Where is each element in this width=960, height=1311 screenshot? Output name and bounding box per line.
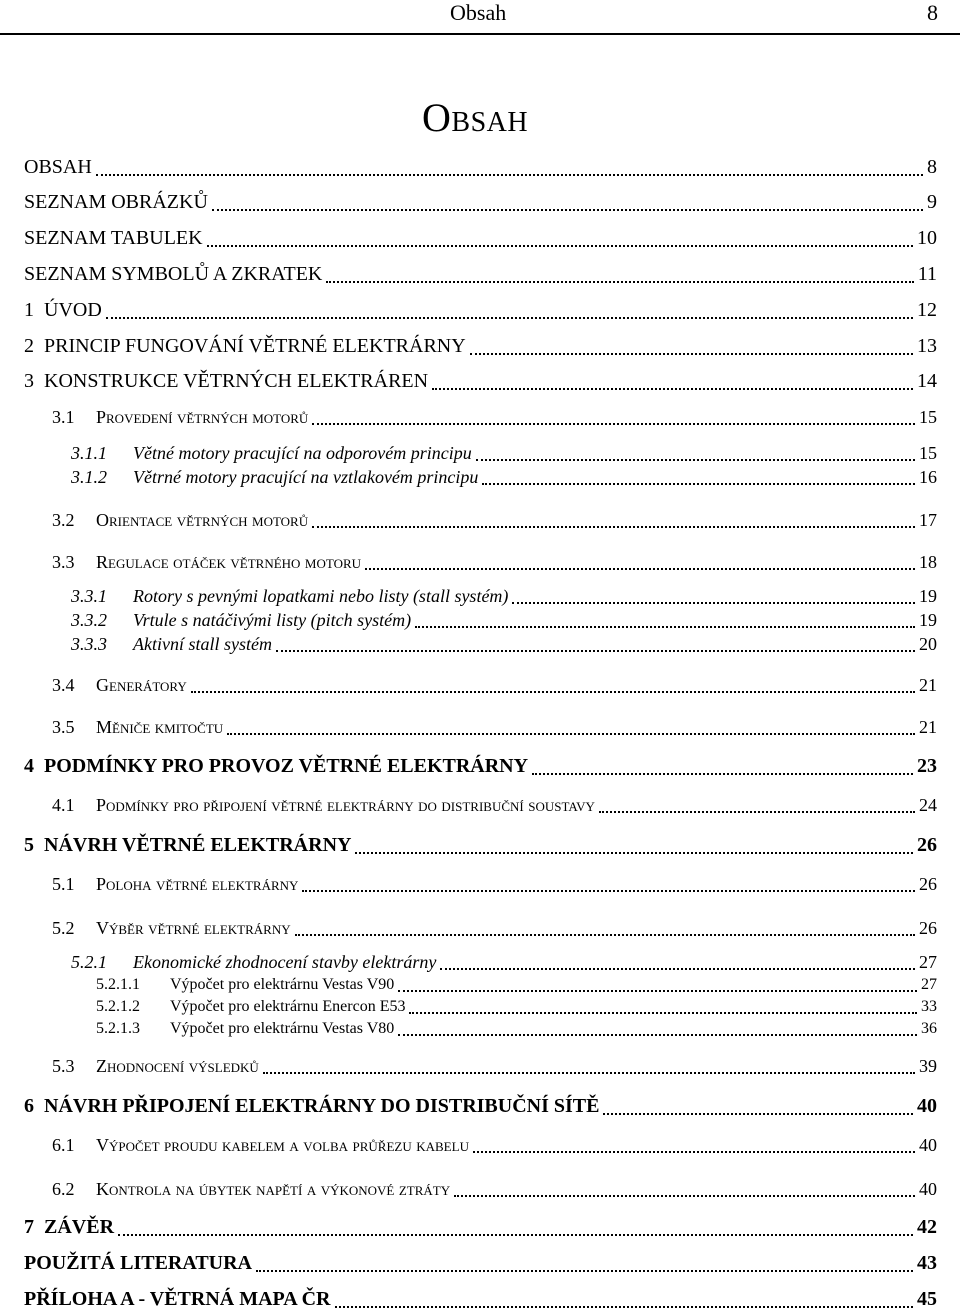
toc-number: 5.2.1.2 — [96, 998, 140, 1015]
toc-entry[interactable] — [0, 262, 960, 286]
toc-entry[interactable] — [0, 1094, 960, 1118]
toc-entry[interactable] — [0, 754, 960, 778]
toc-title: ÚVOD — [44, 299, 102, 321]
toc-entry[interactable] — [0, 917, 960, 939]
toc-number: 1 — [24, 299, 34, 321]
toc-dot-leader — [432, 388, 913, 390]
toc-entry[interactable] — [0, 1215, 960, 1239]
toc-title: Měniče kmitočtu — [96, 717, 224, 737]
toc-number: 6.1 — [52, 1135, 75, 1155]
toc-number: 6.2 — [52, 1179, 75, 1199]
toc-page-number: 16 — [919, 467, 937, 487]
toc-dot-leader — [415, 626, 915, 628]
toc-page-number: 40 — [919, 1135, 937, 1155]
toc-title: Poloha větrné elektrárny — [96, 874, 299, 894]
toc-number: 5.2 — [52, 918, 75, 938]
toc-page-number: 12 — [917, 299, 937, 321]
toc-page-number: 40 — [919, 1179, 937, 1199]
toc-number: 7 — [24, 1216, 34, 1238]
toc-title: Rotory s pevnými lopatkami nebo listy (stall systém) — [133, 586, 509, 606]
toc-number: 3.3 — [52, 552, 75, 572]
toc-dot-leader — [409, 1012, 917, 1014]
toc-dot-leader — [207, 245, 913, 247]
toc-entry[interactable] — [0, 155, 960, 179]
toc-dot-leader — [118, 1234, 913, 1236]
running-header-title: Obsah — [450, 0, 507, 25]
page-title: Obsah — [422, 95, 529, 140]
toc-title: Vrtule s natáčivými listy (pitch systém) — [133, 610, 412, 630]
toc-entry[interactable] — [0, 442, 960, 464]
toc-entry[interactable] — [0, 951, 960, 973]
toc-dot-leader — [398, 990, 917, 992]
toc-dot-leader — [365, 568, 915, 570]
toc-number: 3.3.1 — [71, 586, 107, 606]
toc-entry[interactable] — [0, 334, 960, 358]
toc-title: NÁVRH VĚTRNÉ ELEKTRÁRNY — [44, 834, 352, 856]
toc-number: 3.3.3 — [71, 634, 107, 654]
toc-title: Generátory — [96, 675, 187, 695]
toc-title: SEZNAM OBRÁZKŮ — [24, 191, 208, 213]
running-header-page-number: 8 — [927, 0, 938, 25]
toc-title: ZÁVĚR — [44, 1216, 115, 1238]
toc-page-number: 8 — [927, 156, 937, 178]
toc-page-number: 27 — [919, 952, 937, 972]
toc-page-number: 10 — [917, 227, 937, 249]
toc-entry[interactable] — [0, 716, 960, 738]
toc-title: Podmínky pro připojení větrné elektrárny do distribuční soustavy — [96, 795, 595, 815]
toc-entry[interactable] — [0, 975, 960, 995]
toc-number: 4 — [24, 755, 34, 777]
toc-dot-leader — [263, 1072, 915, 1074]
toc-page-number: 33 — [921, 998, 937, 1015]
toc-number: 3 — [24, 370, 34, 392]
toc-entry[interactable] — [0, 997, 960, 1017]
toc-page-number: 43 — [917, 1252, 937, 1274]
toc-title: PŘÍLOHA A - VĚTRNÁ MAPA ČR — [24, 1288, 331, 1310]
toc-number: 5.3 — [52, 1056, 75, 1076]
toc-title: Výběr větrné elektrárny — [96, 918, 291, 938]
toc-entry[interactable] — [0, 298, 960, 322]
toc-title: POUŽITÁ LITERATURA — [24, 1252, 252, 1274]
toc-title: Kontrola na úbytek napětí a výkonové ztráty — [96, 1179, 451, 1199]
toc-entry[interactable] — [0, 1251, 960, 1275]
toc-title: Větné motory pracující na odporovém principu — [133, 443, 472, 463]
toc-number: 3.5 — [52, 717, 75, 737]
toc-page-number: 19 — [919, 610, 937, 630]
toc-dot-leader — [532, 773, 913, 775]
toc-entry[interactable] — [0, 833, 960, 857]
toc-number: 2 — [24, 335, 34, 357]
toc-dot-leader — [302, 890, 915, 892]
toc-title: SEZNAM TABULEK — [24, 227, 203, 249]
toc-dot-leader — [295, 934, 915, 936]
toc-entry[interactable] — [0, 226, 960, 250]
toc-title: Regulace otáček větrného motoru — [96, 552, 362, 572]
toc-page-number: 14 — [917, 370, 937, 392]
toc-page-number: 40 — [917, 1095, 937, 1117]
toc-dot-leader — [473, 1151, 915, 1153]
toc-page-number: 13 — [917, 335, 937, 357]
toc-number: 5 — [24, 834, 34, 856]
toc-entry[interactable] — [0, 674, 960, 696]
toc-dot-leader — [106, 317, 913, 319]
toc-title: Zhodnocení výsledků — [96, 1056, 259, 1076]
toc-page-number: 42 — [917, 1216, 937, 1238]
toc-page-number: 39 — [919, 1056, 937, 1076]
toc-number: 5.2.1 — [71, 952, 107, 972]
toc-title: Orientace větrných motorů — [96, 510, 309, 530]
toc-number: 3.2 — [52, 510, 75, 530]
toc-dot-leader — [470, 353, 913, 355]
toc-dot-leader — [276, 650, 915, 652]
toc-title: Výpočet pro elektrárnu Vestas V80 — [170, 1020, 395, 1037]
toc-dot-leader — [355, 852, 913, 854]
toc-dot-leader — [398, 1034, 917, 1036]
toc-page-number: 11 — [917, 263, 937, 285]
toc-page-number: 26 — [919, 918, 937, 938]
toc-title: Ekonomické zhodnocení stavby elektrárny — [133, 952, 437, 972]
toc-entry[interactable] — [0, 509, 960, 531]
toc-title: Výpočet pro elektrárnu Enercon E53 — [170, 998, 406, 1015]
toc-title: Provedení větrných motorů — [96, 407, 309, 427]
toc-page-number: 26 — [919, 874, 937, 894]
toc-entry[interactable] — [0, 609, 960, 631]
toc-page-number: 23 — [917, 755, 937, 777]
toc-number: 3.4 — [52, 675, 75, 695]
toc-page-number: 21 — [919, 675, 937, 695]
toc-page-number: 15 — [919, 443, 937, 463]
toc-entry[interactable] — [0, 585, 960, 607]
toc-dot-leader — [212, 209, 923, 211]
toc-title: KONSTRUKCE VĚTRNÝCH ELEKTRÁREN — [44, 370, 429, 392]
toc-page-number: 19 — [919, 586, 937, 606]
toc-entry[interactable] — [0, 1178, 960, 1200]
toc-entry[interactable] — [0, 873, 960, 895]
toc-entry[interactable] — [0, 551, 960, 573]
toc-page-number: 27 — [921, 976, 937, 993]
toc-dot-leader — [440, 968, 915, 970]
toc-dot-leader — [312, 526, 915, 528]
toc-page-number: 18 — [919, 552, 937, 572]
toc-dot-leader — [476, 459, 915, 461]
toc-entry[interactable] — [0, 190, 960, 214]
toc-entry[interactable] — [0, 1134, 960, 1156]
toc-page-number: 15 — [919, 407, 937, 427]
toc-title: Aktivní stall systém — [133, 634, 272, 654]
toc-dot-leader — [96, 174, 923, 176]
toc-page-number: 36 — [921, 1020, 937, 1037]
toc-dot-leader — [482, 483, 915, 485]
toc-entry[interactable] — [0, 794, 960, 816]
toc-number: 6 — [24, 1095, 34, 1117]
toc-title: Výpočet pro elektrárnu Vestas V90 — [170, 976, 395, 993]
toc-entry[interactable] — [0, 369, 960, 393]
toc-page-number: 26 — [917, 834, 937, 856]
toc-number: 3.1.1 — [71, 443, 107, 463]
toc-dot-leader — [191, 691, 915, 693]
toc-dot-leader — [326, 281, 913, 283]
toc-number: 5.2.1.3 — [96, 1020, 140, 1037]
toc-entry[interactable] — [0, 1055, 960, 1077]
toc-page-number: 20 — [919, 634, 937, 654]
toc-title: PODMÍNKY PRO PROVOZ VĚTRNÉ ELEKTRÁRNY — [44, 755, 529, 777]
toc-page-number: 21 — [919, 717, 937, 737]
toc-page-number: 45 — [917, 1288, 937, 1310]
toc-page-number: 24 — [919, 795, 937, 815]
toc-dot-leader — [599, 811, 915, 813]
toc-page-number: 9 — [927, 191, 937, 213]
toc-page-number: 17 — [919, 510, 937, 530]
toc-dot-leader — [256, 1270, 913, 1272]
toc-entry[interactable] — [0, 633, 960, 655]
toc-number: 3.1.2 — [71, 467, 107, 487]
toc-title: SEZNAM SYMBOLŮ A ZKRATEK — [24, 263, 323, 285]
toc-entry[interactable] — [0, 466, 960, 488]
toc-number: 3.3.2 — [71, 610, 107, 630]
toc-number: 3.1 — [52, 407, 75, 427]
toc-dot-leader — [512, 602, 915, 604]
toc-entry[interactable] — [0, 406, 960, 428]
toc-title: Výpočet proudu kabelem a volba průřezu kabelu — [96, 1135, 469, 1155]
toc-number: 4.1 — [52, 795, 75, 815]
toc-dot-leader — [454, 1195, 915, 1197]
toc-title: NÁVRH PŘIPOJENÍ ELEKTRÁRNY DO DISTRIBUČNÍ SÍTĚ — [44, 1095, 600, 1117]
toc-title: PRINCIP FUNGOVÁNÍ VĚTRNÉ ELEKTRÁRNY — [44, 335, 466, 357]
toc-number: 5.1 — [52, 874, 75, 894]
toc-number: 5.2.1.1 — [96, 976, 140, 993]
toc-dot-leader — [312, 423, 915, 425]
toc-dot-leader — [227, 733, 915, 735]
toc-dot-leader — [603, 1113, 913, 1115]
toc-entry[interactable] — [0, 1019, 960, 1039]
toc-entry[interactable] — [0, 1287, 960, 1311]
toc-title: Větrné motory pracující na vztlakovém principu — [133, 467, 479, 487]
toc-title: OBSAH — [24, 156, 92, 178]
